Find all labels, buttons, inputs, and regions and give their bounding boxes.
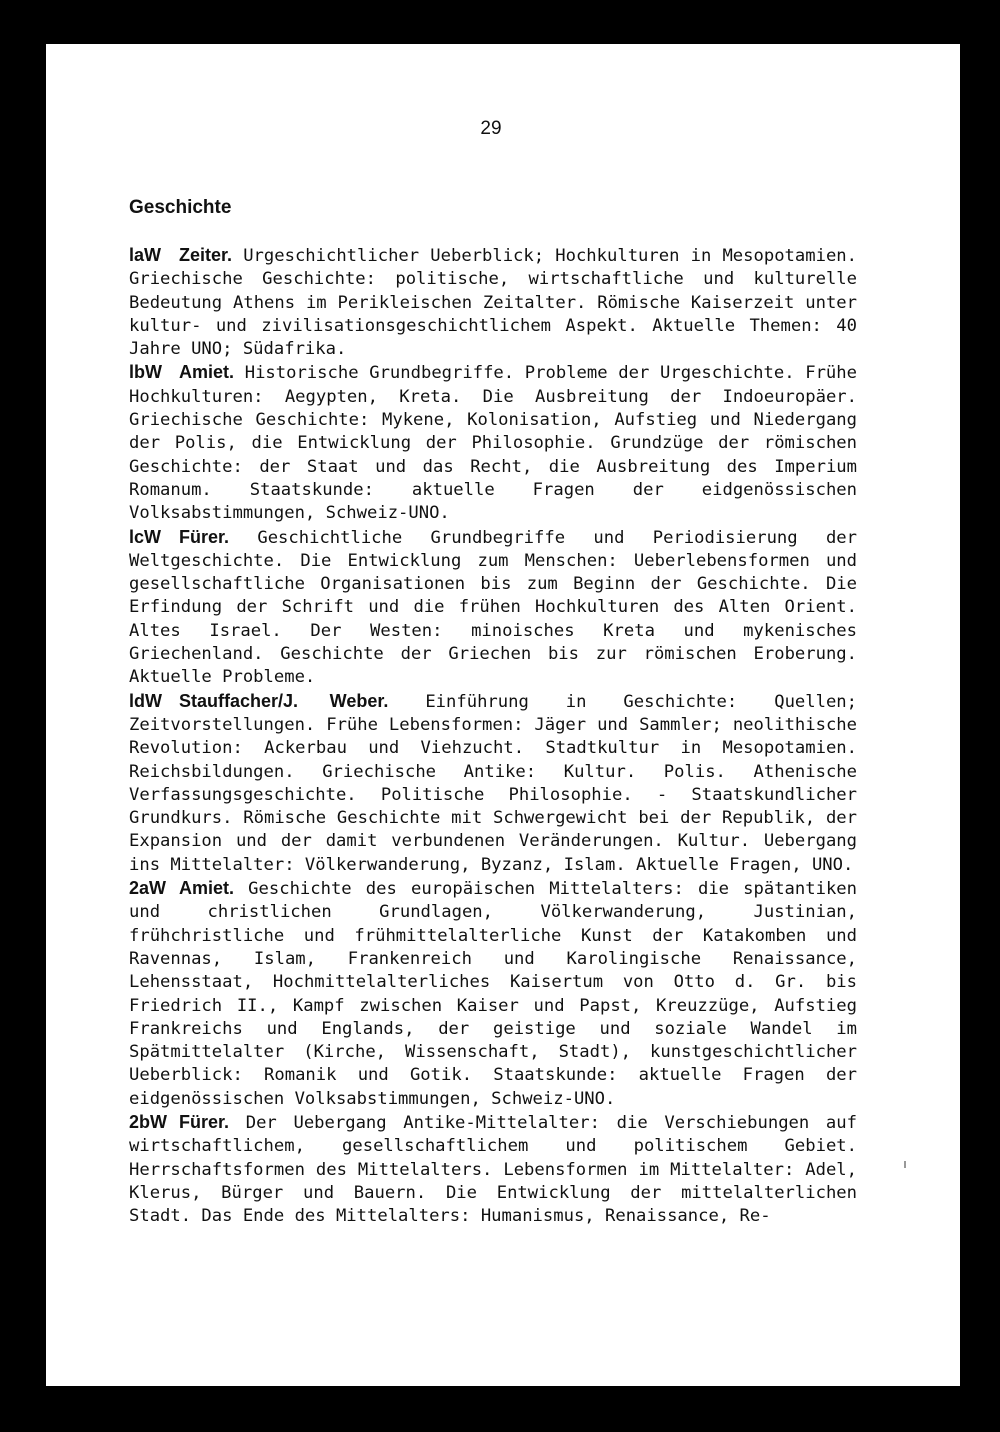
section-heading: Geschichte — [129, 197, 232, 218]
class-code: lcW — [129, 526, 162, 547]
teacher-name: Zeiter. — [179, 245, 233, 265]
course-description: Geschichtliche Grundbegriffe und Periodisierung der Weltgeschichte. Die Entwicklung zum Menschen: Ueberlebensformen und gesellschaftliche Organisationen bis zum Beginn der Geschichte. Die Erfindung der Schrift und die frühen Hochkulturen des Alten Orient. Altes Israel. Der Westen: minoisches Kreta und mykenisches Griechenland. Geschichte der Griechen bis zur römischen Eroberung. Aktuelle Probleme. — [129, 527, 857, 688]
teacher-name: Fürer. — [179, 526, 230, 547]
document-page — [46, 44, 960, 1386]
course-paragraph — [129, 877, 857, 1111]
class-code: ldW — [129, 690, 162, 711]
course-paragraph — [129, 244, 857, 361]
course-entry — [129, 877, 857, 1111]
course-paragraph — [129, 1111, 857, 1228]
course-entry — [129, 526, 857, 690]
class-code: 2bW — [129, 1111, 167, 1132]
course-list — [129, 244, 857, 1228]
teacher-name: Stauffacher/J. Weber. — [179, 690, 389, 711]
course-description: Historische Grundbegriffe. Probleme der Urgeschichte. Frühe Hochkulturen: Aegypten, Kreta. Die Ausbreitung der Indoeuropäer. Griechische Geschichte: Mykene, Kolonisation, Aufstieg und Niedergang der Polis, die Entwicklung der Philosophie. Grundzüge der römischen Geschichte: der Staat und das Recht, die Ausbreitung des Imperium Romanum. Staatskunde: aktuelle Fragen der eidgenössischen Volksabstimmungen, Schweiz-UNO. — [129, 363, 857, 524]
course-description: Einführung in Geschichte: Quellen; Zeitvorstellungen. Frühe Lebensformen: Jäger und Sammler; neolithische Revolution: Ackerbau und Viehzucht. Stadtkultur in Mesopotamien. Reichsbildungen. Griechische Antike: Kultur. Polis. Athenische Verfassungsgeschichte. Politische Philosophie. - Staatskundlicher Grundkurs. Römische Geschichte mit Schwergewicht bei der Republik, der Expansion und der damit verbundenen Veränderungen. Kultur. Uebergang ins Mittelalter: Völkerwanderung, Byzanz, Islam. Aktuelle Fragen, UNO. — [129, 691, 857, 875]
class-code: 2aW — [129, 878, 167, 899]
course-description: Urgeschichtlicher Ueberblick; Hochkulturen in Mesopotamien. Griechische Geschichte: politische, wirtschaftliche und kulturelle Bedeutung Athens im Perikleischen Zeitalter. Römische Kaiserzeit unter kultur- und zivilisationsgeschichtlichem Aspekt. Aktuelle Themen: 40 Jahre UNO; Südafrika. — [129, 246, 857, 360]
teacher-name: Amiet. — [179, 878, 235, 899]
scan-speck — [904, 1161, 906, 1168]
course-paragraph — [129, 690, 857, 877]
course-entry — [129, 1111, 857, 1228]
teacher-name: Fürer. — [179, 1111, 230, 1132]
course-description: Geschichte des europäischen Mittelalters: die spätantiken und christlichen Grundlagen, Völkerwanderung, Justinian, frühchristliche und frühmittelalterliche Kunst der Katakomben und Ravennas, Islam, Frankenreich und Karolingische Renaissance, Lehensstaat, Hochmittelalterliches Kaisertum von Otto d. Gr. bis Friedrich II., Kampf zwischen Kaiser und Papst, Kreuzzüge, Aufstieg Frankreichs und Englands, der geistige und soziale Wandel im Spätmittelalter (Kirche, Wissenschaft, Stadt), kunstgeschichtlicher Ueberblick: Romanik und Gotik. Staatskunde: aktuelle Fragen der eidgenössischen Volksabstimmungen, Schweiz-UNO. — [129, 879, 857, 1109]
course-entry — [129, 361, 857, 525]
class-code: laW — [129, 245, 162, 265]
course-paragraph — [129, 361, 857, 525]
class-code: lbW — [129, 362, 162, 383]
course-entry — [129, 690, 857, 877]
course-paragraph — [129, 526, 857, 690]
course-description: Der Uebergang Antike-Mittelalter: die Verschiebungen auf wirtschaftlichem, gesellschaftlichem und politischem Gebiet. Herrschaftsformen des Mittelalters. Lebensformen im Mittelalter: Adel, Klerus, Bürger und Bauern. Die Entwicklung der mittelalterlichen Stadt. Das Ende des Mittelalters: Humanismus, Renaissance, Re- — [129, 1112, 857, 1227]
teacher-name: Amiet. — [179, 362, 235, 383]
page-number: 29 — [480, 118, 502, 139]
course-entry — [129, 244, 857, 361]
